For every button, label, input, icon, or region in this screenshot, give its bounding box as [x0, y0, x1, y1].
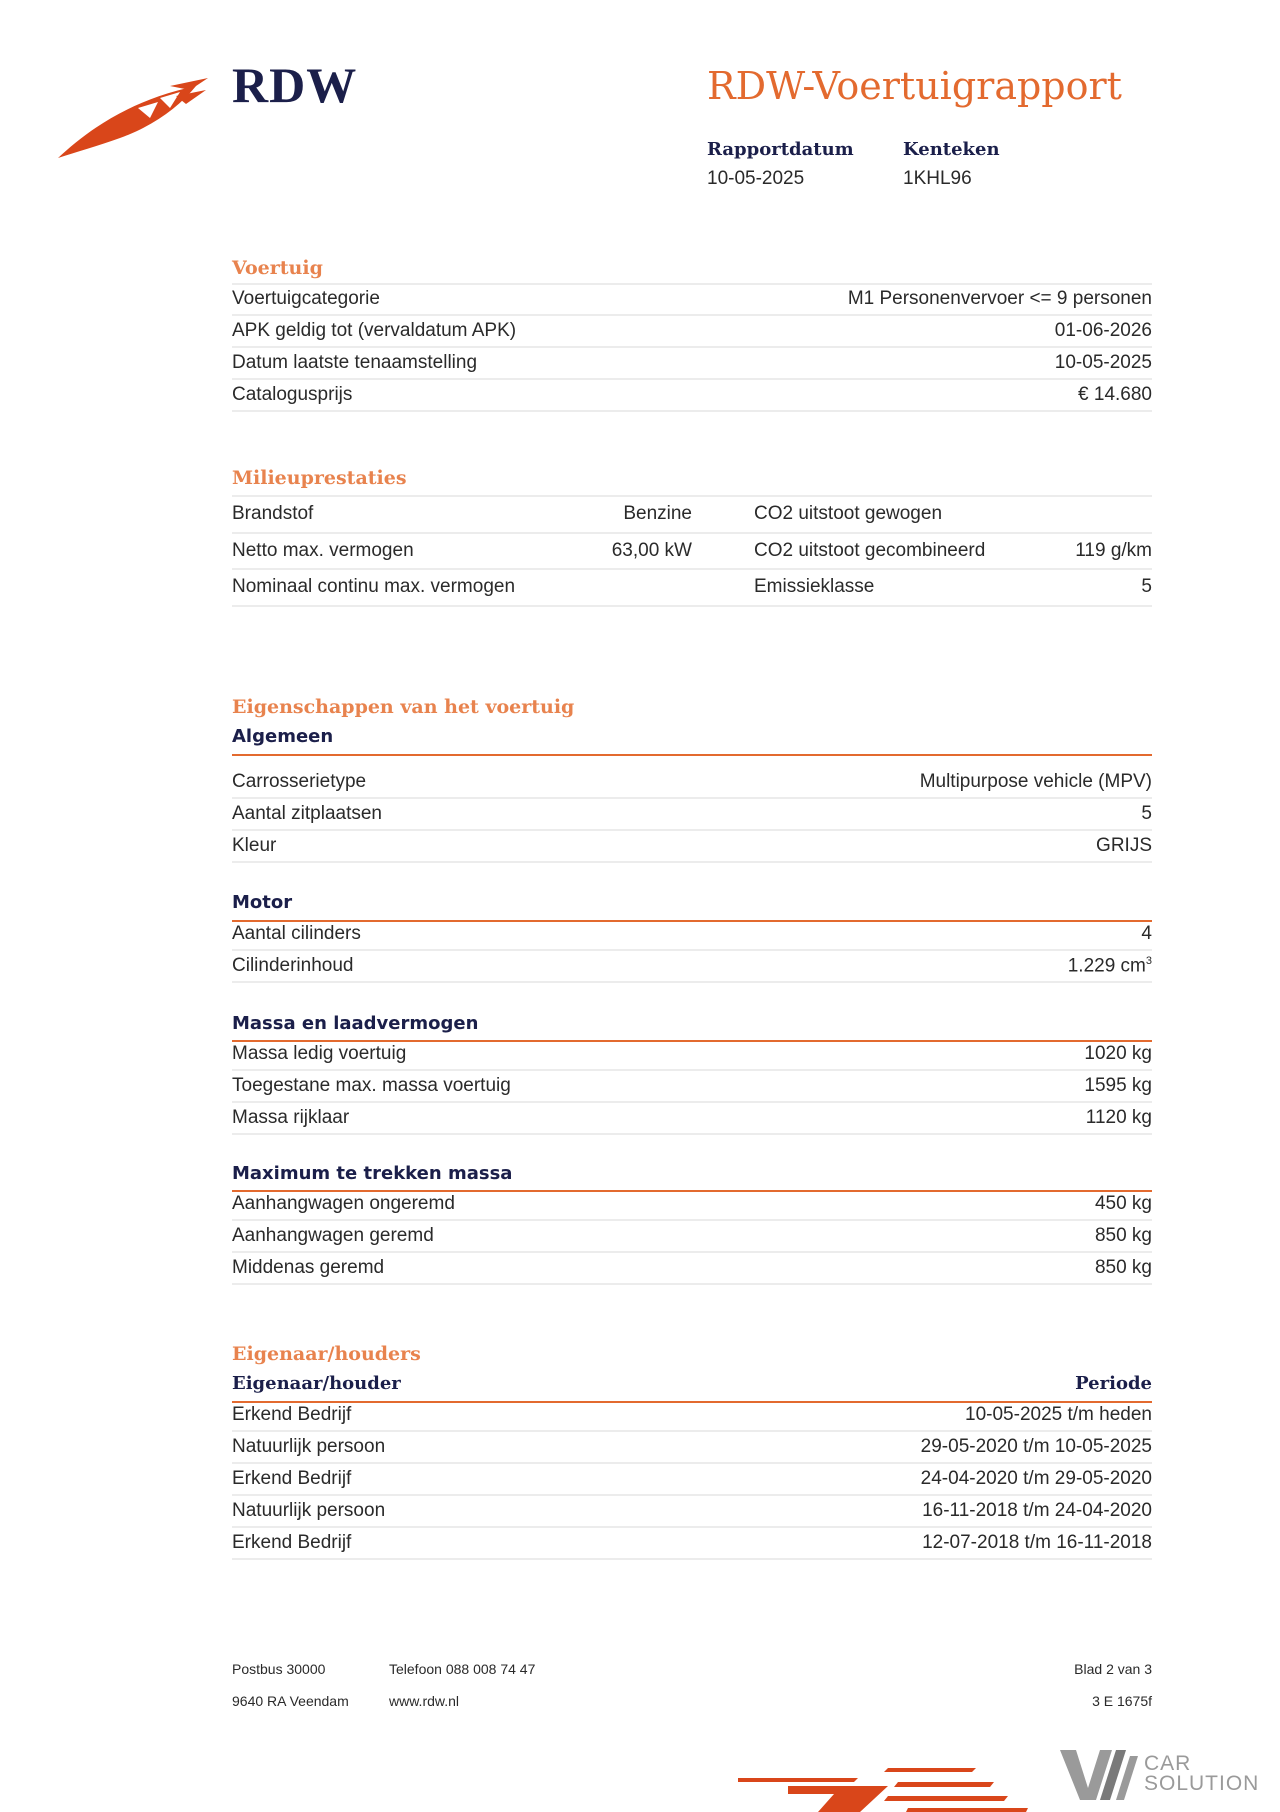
subsection-label: Maximum te trekken massa [232, 1163, 513, 1184]
watermark-line: SOLUTION [1144, 1772, 1260, 1795]
row-label: Erkend Bedrijf [232, 1468, 352, 1489]
row-label: Carrosserietype [232, 771, 367, 792]
row-label: Kleur [232, 835, 277, 856]
row-value: 1595 kg [1084, 1075, 1152, 1096]
row-label: Datum laatste tenaamstelling [232, 352, 478, 373]
subsection-title-trekken [232, 1163, 1152, 1184]
row-label: Aantal cilinders [232, 923, 361, 944]
vehicle-table [232, 284, 1152, 412]
table-row [232, 767, 1152, 799]
owner-table [232, 1400, 1152, 1560]
subsection-title-algemeen [232, 726, 1152, 747]
row-label: Brandstof [232, 503, 314, 525]
subsection-label: Motor [232, 892, 293, 913]
subsection-label: Algemeen [232, 726, 334, 747]
row-value: 4 [1141, 923, 1152, 944]
row-value: 450 kg [1094, 1193, 1152, 1214]
rdw-logo-text: RDW [232, 57, 358, 113]
footer-code: 3 E 1675f [1092, 1693, 1152, 1709]
table-row [232, 1039, 1152, 1071]
row-value: 29-05-2020 t/m 10-05-2025 [920, 1436, 1152, 1457]
table-row [232, 1528, 1152, 1560]
row-value: GRIJS [1096, 835, 1152, 856]
footer-website[interactable]: www.rdw.nl [389, 1693, 460, 1709]
general-table [232, 767, 1152, 863]
row-value: Benzine [623, 503, 692, 525]
engine-table [232, 919, 1152, 983]
row-value: 24-04-2020 t/m 29-05-2020 [920, 1468, 1152, 1489]
car-solution-logo-icon [1060, 1748, 1138, 1802]
row-label: Aantal zitplaatsen [232, 803, 382, 824]
row-label: Massa ledig voertuig [232, 1043, 407, 1064]
towing-table [232, 1189, 1152, 1285]
row-value: M1 Personenvervoer <= 9 personen [847, 288, 1152, 309]
table-row [232, 1189, 1152, 1221]
section-title-voertuig: Voertuig [232, 257, 323, 279]
table-row [232, 1400, 1152, 1432]
row-value: 1120 kg [1085, 1107, 1152, 1128]
row-value: 1020 kg [1084, 1043, 1152, 1064]
table-row [232, 831, 1152, 863]
table-row [232, 1103, 1152, 1135]
row-label: Toegestane max. massa voertuig [232, 1075, 511, 1096]
table-row [232, 284, 1152, 316]
row-value: 5 [1141, 576, 1152, 598]
row-label: Natuurlijk persoon [232, 1500, 386, 1521]
table-row [232, 534, 1152, 571]
row-label: Netto max. vermogen [232, 539, 414, 561]
report-date-label: Rapportdatum [707, 139, 854, 160]
row-label: Aanhangwagen geremd [232, 1225, 434, 1246]
mass-table [232, 1039, 1152, 1135]
car-solution-watermark-text [1144, 1754, 1259, 1794]
table-row [232, 799, 1152, 831]
footer-page-number: Blad 2 van 3 [1074, 1661, 1152, 1677]
table-row [232, 1253, 1152, 1285]
section-title-milieuprestaties: Milieuprestaties [232, 467, 407, 489]
rdw-wing-logo-icon [58, 78, 210, 162]
row-label: Cilinderinhoud [232, 955, 354, 976]
row-label: Erkend Bedrijf [232, 1404, 352, 1425]
table-row [232, 951, 1152, 983]
row-value: 01-06-2026 [1054, 320, 1152, 341]
row-label: APK geldig tot (vervaldatum APK) [232, 320, 517, 341]
table-row [232, 1432, 1152, 1464]
column-header-period: Periode [1075, 1373, 1152, 1394]
row-value: 119 g/km [1075, 539, 1152, 561]
report-title: RDW-Voertuigrapport [707, 64, 1122, 108]
table-row [232, 919, 1152, 951]
column-header-owner: Eigenaar/houder [232, 1373, 401, 1394]
plate-label: Kenteken [903, 139, 1000, 160]
row-value: 850 kg [1094, 1225, 1152, 1246]
row-label: Natuurlijk persoon [232, 1436, 386, 1457]
table-row [232, 1496, 1152, 1528]
row-label: Erkend Bedrijf [232, 1532, 352, 1553]
row-label: Catalogusprijs [232, 384, 353, 405]
section-title-eigenschappen: Eigenschappen van het voertuig [232, 696, 575, 718]
footer-phone: Telefoon 088 008 74 47 [389, 1661, 536, 1677]
subsection-label: Massa en laadvermogen [232, 1013, 479, 1034]
row-label: Aanhangwagen ongeremd [232, 1193, 455, 1214]
row-label: Voertuigcategorie [232, 288, 380, 309]
divider [232, 754, 1152, 756]
row-value: 850 kg [1094, 1257, 1152, 1278]
environment-table [232, 497, 1152, 607]
displacement-value: 1.229 cm [1067, 955, 1146, 977]
subsection-title-massa [232, 1013, 1152, 1034]
section-title-eigenaar: Eigenaar/houders [232, 1343, 421, 1365]
row-value: 10-05-2025 t/m heden [965, 1404, 1152, 1425]
row-value: Multipurpose vehicle (MPV) [919, 771, 1152, 792]
owner-table-header [232, 1373, 1152, 1394]
table-row [232, 497, 1152, 534]
row-value: 63,00 kW [611, 539, 692, 561]
row-label: CO2 uitstoot gewogen [754, 503, 943, 525]
watermark-line: CAR [1144, 1752, 1192, 1775]
unit-superscript: 3 [1145, 954, 1152, 967]
row-value: 5 [1141, 803, 1152, 824]
subsection-title-motor [232, 892, 1152, 913]
row-label: Emissieklasse [754, 576, 875, 598]
report-date-value: 10-05-2025 [707, 168, 805, 189]
footer-address: 9640 RA Veendam [232, 1693, 349, 1709]
table-row [232, 380, 1152, 412]
row-label: Massa rijklaar [232, 1107, 350, 1128]
row-label: Middenas geremd [232, 1257, 385, 1278]
row-value [1068, 955, 1152, 977]
row-label: Nominaal continu max. vermogen [232, 576, 516, 598]
table-row [232, 1221, 1152, 1253]
row-value: 16-11-2018 t/m 24-04-2020 [922, 1500, 1152, 1521]
row-label: CO2 uitstoot gecombineerd [754, 539, 986, 561]
plate-value: 1KHL96 [903, 168, 972, 189]
table-row [232, 316, 1152, 348]
footer-postbus: Postbus 30000 [232, 1661, 326, 1677]
table-row [232, 348, 1152, 380]
speed-stripes-watermark-icon [738, 1760, 1028, 1812]
row-value: € 14.680 [1078, 384, 1152, 405]
row-value: 10-05-2025 [1054, 352, 1152, 373]
table-row [232, 570, 1152, 607]
row-value: 12-07-2018 t/m 16-11-2018 [922, 1532, 1152, 1553]
table-row [232, 1464, 1152, 1496]
table-row [232, 1071, 1152, 1103]
